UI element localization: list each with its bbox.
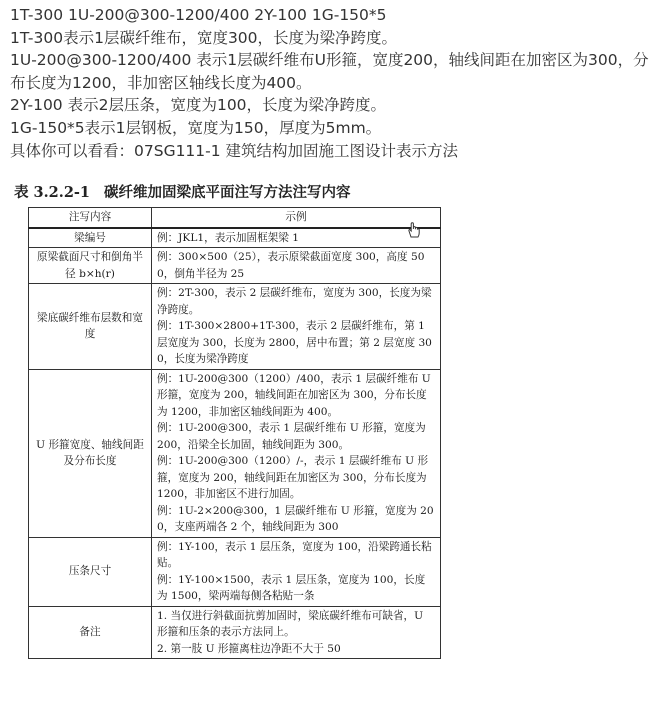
table-row [29,284,441,370]
example-text: 1. 当仅进行斜截面抗剪加固时，梁底碳纤维布可缺省，U 形箍和压条的表示方法同上。 [157,609,424,638]
example-text: 例：1Y-100，表示 1 层压条，宽度为 100，沿梁跨通长粘贴。 [157,540,432,569]
annotation-table [28,207,441,659]
table-row [29,606,441,659]
example-text: 例：1U-200@300（1200）/-，表示 1 层碳纤维布 U 形箍，宽度为 200，轴线间距在加密区为 300，分布长度为 1200，非加密区不进行加固。 [157,455,429,500]
table-caption-title: 碳纤维加固梁底平面注写方法注写内容 [104,184,351,201]
example-text: 例：JKL1，表示加固框架梁 1 [157,231,299,244]
header-example: 示例 [152,208,441,228]
table-row [29,369,441,537]
intro-line: 1T-300表示1层碳纤维布，宽度300，长度为梁净跨度。 [10,28,398,47]
example-text: 例：1U-200@300（1200）/400，表示 1 层碳纤维布 U 形箍，宽度为 200，轴线间距在加密区为 300，分布长度为 1200，非加密区轴线间距为 400。 [157,372,431,418]
hand-pointer-icon [405,221,423,239]
row-item: 梁编号 [29,228,152,248]
intro-line: 1G-150*5表示1层钢板，宽度为150，厚度为5mm。 [10,118,382,137]
example-text: 例：1T-300×2800+1T-300，表示 2 层碳纤维布，第 1 层宽度为 300，长度为 2800，居中布置；第 2 层宽度 300，长度为梁净跨度 [157,320,432,365]
header-content: 注写内容 [29,208,152,228]
intro-line: 具体你可以看看：07SG111-1 建筑结构加固施工图设计表示方法 [10,141,459,160]
table-row [29,248,441,284]
row-example [152,228,441,248]
row-example [152,537,441,606]
row-item: 备注 [29,606,152,659]
row-example [152,248,441,284]
intro-text [10,4,660,162]
example-text: 例：1U-200@300，表示 1 层碳纤维布 U 形箍，宽度为 200，沿梁全长加固，轴线间距为 300。 [157,422,426,451]
example-text: 例：1Y-100×1500，表示 1 层压条，宽度为 100，长度为 1500，梁两端每侧各粘贴一条 [157,573,426,602]
row-example [152,369,441,537]
row-item: 压条尺寸 [29,537,152,606]
intro-line: 1U-200@300-1200/400 表示1层碳纤维布U形箍，宽度200，轴线间距在加密区为300，分布长度为1200，非加密区轴线长度为400。 [10,51,649,92]
example-text: 例：1U-2×200@300，1 层碳纤维布 U 形箍，宽度为 200，支座两端各 2 个，轴线间距为 300 [157,504,434,533]
table-header-row [29,208,441,228]
table-row [29,228,441,248]
table-caption-number: 表 3.2.2-1 [14,184,91,201]
table-caption [14,181,351,202]
row-item: 原梁截面尺寸和倒角半径 b×h(r) [29,248,152,284]
row-example [152,284,441,370]
row-item: U 形箍宽度、轴线间距及分布长度 [29,369,152,537]
example-text: 2. 第一肢 U 形箍离柱边净距不大于 50 [157,642,341,655]
intro-line: 2Y-100 表示2层压条，宽度为100，长度为梁净跨度。 [10,96,387,115]
row-example [152,606,441,659]
example-text: 例：2T-300，表示 2 层碳纤维布，宽度为 300，长度为梁净跨度。 [157,287,432,316]
table-row [29,537,441,606]
row-item: 梁底碳纤维布层数和宽度 [29,284,152,370]
intro-line: 1T-300 1U-200@300-1200/400 2Y-100 1G-150*5 [10,6,387,24]
example-text: 例：300×500（25），表示原梁截面宽度 300，高度 500，倒角半径为 25 [157,251,425,280]
